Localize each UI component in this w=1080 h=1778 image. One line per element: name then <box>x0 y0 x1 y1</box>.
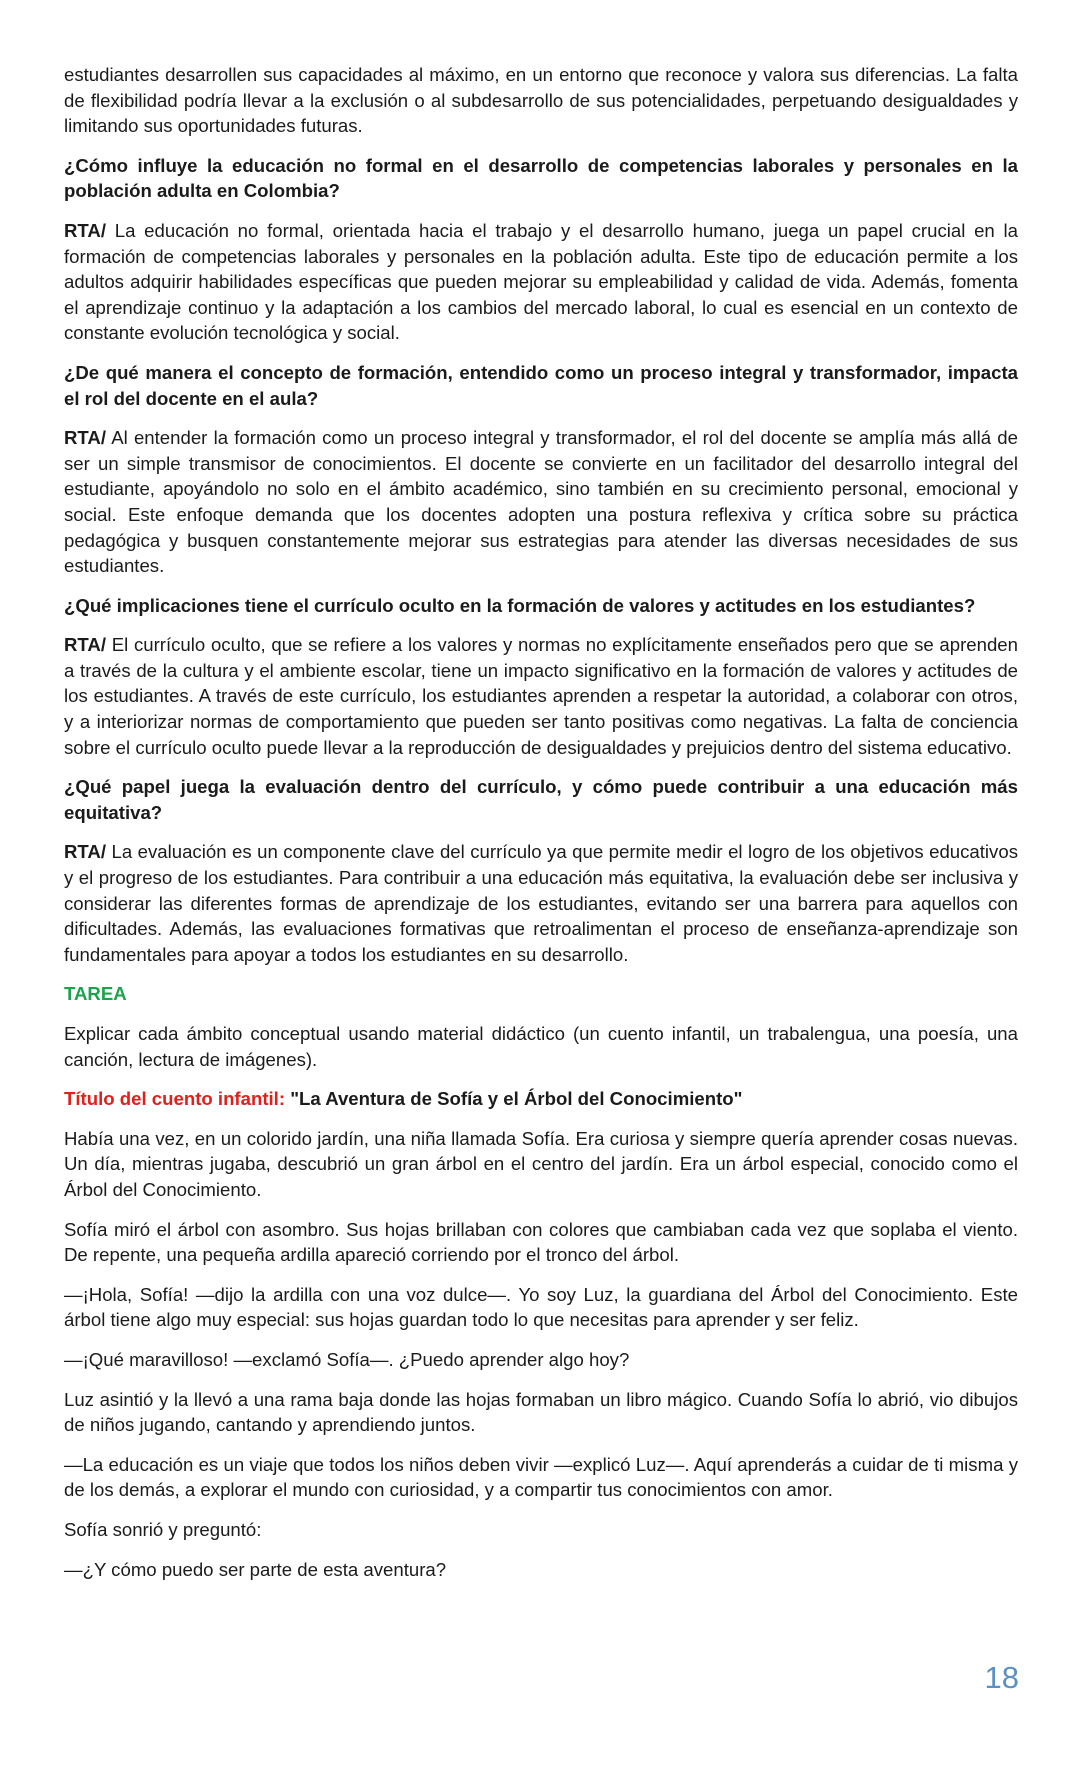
answer-text: La educación no formal, orientada hacia el trabajo y el desarrollo humano, juega un papel crucial en la formación de competencias laborales y personales en la población adulta. Este tipo de educación permite a los adultos adquirir habilidades específicas que pueden mejorar su empleabilidad y calidad de vida. Además, fomenta el aprendizaje continuo y la adaptación a los cambios del mercado laboral, lo cual es esencial en un contexto de constante evolución tecnológica y social. <box>64 219 1018 344</box>
story-paragraph: —La educación es un viaje que todos los niños deben vivir —explicó Luz—. Aquí aprenderás a cuidar de ti misma y de los demás, a explorar el mundo con curiosidad, y a compartir tus conocimientos con amor. <box>64 1453 1018 1501</box>
rta-label: RTA/ <box>64 841 106 863</box>
story-paragraph: —¡Qué maravilloso! —exclamó Sofía—. ¿Puedo aprender algo hoy? <box>64 1348 630 1370</box>
story-title: "La Aventura de Sofía y el Árbol del Conocimiento" <box>285 1088 743 1110</box>
rta-label: RTA/ <box>64 427 106 449</box>
answer-2 <box>64 425 1018 579</box>
task-heading: TAREA <box>64 983 127 1005</box>
page-number: 18 <box>984 1660 1019 1695</box>
answer-text: El currículo oculto, que se refiere a los valores y normas no explícitamente enseñados pero que se aprenden a través de la cultura y el ambiente escolar, tiene un impacto significativo en la formación de valores y actitudes de los estudiantes. A través de este currículo, los estudiantes aprenden a respetar la autoridad, a colaborar con otros, y a interiorizar normas de comportamiento que pueden ser tanto positivas como negativas. La falta de conciencia sobre el currículo oculto puede llevar a la reproducción de desigualdades y prejuicios dentro del sistema educativo. <box>64 634 1018 758</box>
answer-4 <box>64 839 1018 967</box>
story-paragraph: Luz asintió y la llevó a una rama baja donde las hojas formaban un libro mágico. Cuando Sofía lo abrió, vio dibujos de niños jugando, cantando y aprendiendo juntos. <box>64 1388 1018 1436</box>
story-paragraph: Sofía sonrió y preguntó: <box>64 1518 262 1540</box>
story-paragraph: Había una vez, en un colorido jardín, una niña llamada Sofía. Era curiosa y siempre quería aprender cosas nuevas. Un día, mientras jugaba, descubrió un gran árbol en el centro del jardín. Era un árbol especial, conocido como el Árbol del Conocimiento. <box>64 1127 1018 1200</box>
rta-label: RTA/ <box>64 219 106 241</box>
paragraph-intro: estudiantes desarrollen sus capacidades al máximo, en un entorno que reconoce y valora sus diferencias. La falta de flexibilidad podría llevar a la exclusión o al subdesarrollo de sus potencialidades, perpetuando desigualdades y limitando sus oportunidades futuras. <box>64 64 1018 137</box>
question-2: ¿De qué manera el concepto de formación, entendido como un proceso integral y transformador, impacta el rol del docente en el aula? <box>64 361 1018 409</box>
question-3: ¿Qué implicaciones tiene el currículo oculto en la formación de valores y actitudes en los estudiantes? <box>64 594 976 616</box>
answer-1 <box>64 218 1018 346</box>
story-paragraph: —¡Hola, Sofía! —dijo la ardilla con una voz dulce—. Yo soy Luz, la guardiana del Árbol del Conocimiento. Este árbol tiene algo muy especial: sus hojas guardan todo lo que necesitas para aprender y ser feliz. <box>64 1283 1018 1331</box>
story-title-line <box>64 1086 1018 1112</box>
answer-text: La evaluación es un componente clave del currículo ya que permite medir el logro de los objetivos educativos y el progreso de los estudiantes. Para contribuir a una educación más equitativa, la evaluación debe ser inclusiva y considerar las diferentes formas de aprendizaje de los estudiantes, evitando ser una barrera para aquellos con dificultades. Además, las evaluaciones formativas que retroalimentan el proceso de enseñanza-aprendizaje son fundamentales para apoyar a todos los estudiantes en su desarrollo. <box>64 841 1018 965</box>
document-page <box>64 62 1018 1596</box>
answer-text: Al entender la formación como un proceso integral y transformador, el rol del docente se amplía más allá de ser un simple transmisor de conocimientos. El docente se convierte en un facilitador del desarrollo integral del estudiante, apoyándolo no solo en el ámbito académico, sino también en su crecimiento personal, emocional y social. Este enfoque demanda que los docentes adopten una postura reflexiva y crítica sobre su práctica pedagógica y busquen constantemente mejorar sus estrategias para atender las diversas necesidades de sus estudiantes. <box>64 427 1018 577</box>
answer-3 <box>64 632 1018 760</box>
story-title-label: Título del cuento infantil: <box>64 1088 286 1110</box>
question-4: ¿Qué papel juega la evaluación dentro del currículo, y cómo puede contribuir a una educación más equitativa? <box>64 776 1018 823</box>
question-1: ¿Cómo influye la educación no formal en el desarrollo de competencias laborales y personales en la población adulta en Colombia? <box>64 154 1018 202</box>
task-instruction: Explicar cada ámbito conceptual usando material didáctico (un cuento infantil, un trabalengua, una poesía, una canción, lectura de imágenes). <box>64 1023 1018 1070</box>
story-paragraph: —¿Y cómo puedo ser parte de esta aventura? <box>64 1558 447 1580</box>
rta-label: RTA/ <box>64 634 106 656</box>
story-paragraph: Sofía miró el árbol con asombro. Sus hojas brillaban con colores que cambiaban cada vez que soplaba el viento. De repente, una pequeña ardilla apareció corriendo por el tronco del árbol. <box>64 1218 1018 1266</box>
